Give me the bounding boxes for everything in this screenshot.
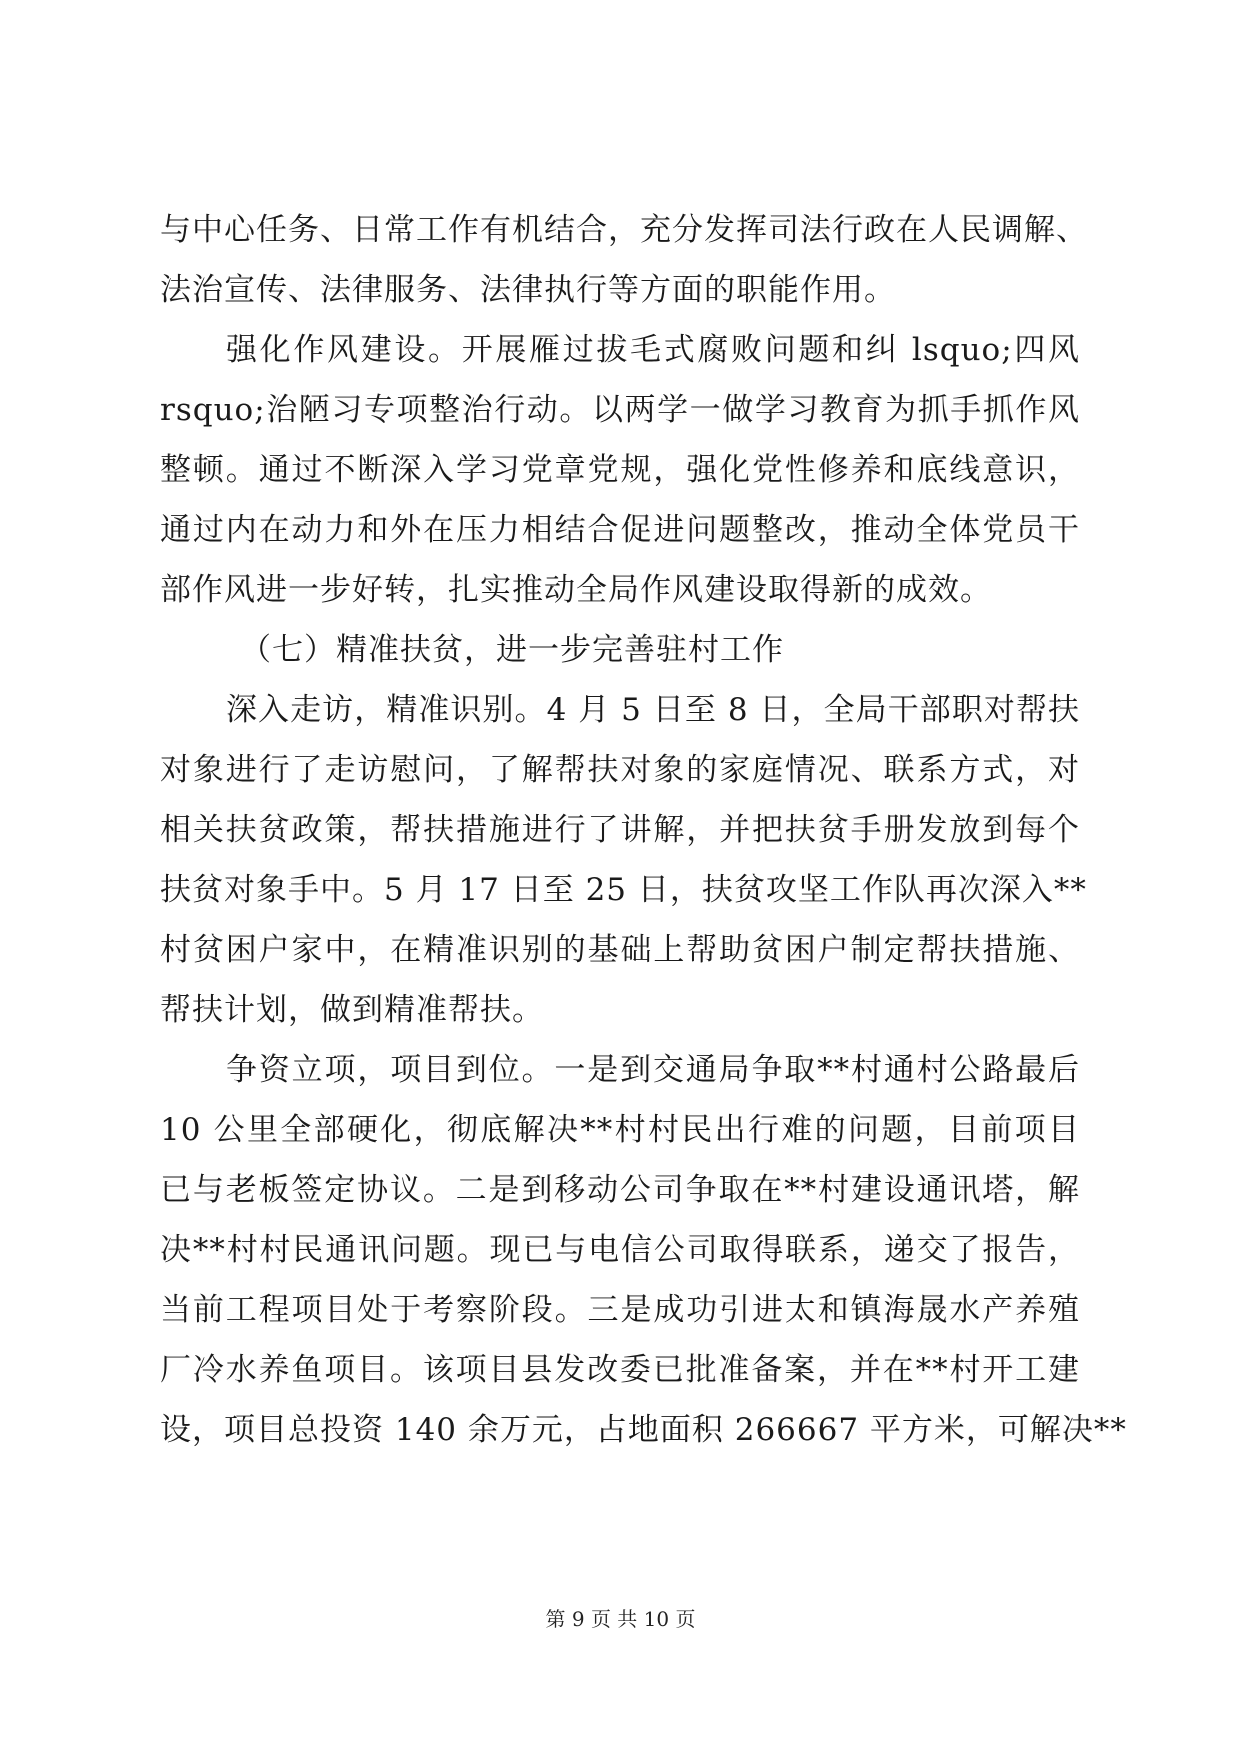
paragraph-first-line: 争资立项，项目到位。一是到交通局争取**村通村公路最后 (226, 1052, 1080, 1088)
text-line: 厂冷水养鱼项目。该项目县发改委已批准备案，并在**村开工建 (160, 1352, 1080, 1388)
text-line: 与中心任务、日常工作有机结合，充分发挥司法行政在人民调解、 (160, 212, 1088, 248)
text-line: 通过内在动力和外在压力相结合促进问题整改，推动全体党员干 (160, 512, 1080, 548)
document-body (160, 200, 1127, 1460)
text-line: 法治宣传、法律服务、法律执行等方面的职能作用。 (160, 272, 896, 308)
text-line: 村贫困户家中，在精准识别的基础上帮助贫困户制定帮扶措施、 (160, 932, 1080, 968)
text-line: 相关扶贫政策，帮扶措施进行了讲解，并把扶贫手册发放到每个 (160, 812, 1080, 848)
text-line: 对象进行了走访慰问，了解帮扶对象的家庭情况、联系方式，对 (160, 752, 1080, 788)
paragraph-first-line: 强化作风建设。开展雁过拔毛式腐败问题和纠 lsquo;四风 (226, 332, 1080, 368)
text-line: 决**村村民通讯问题。现已与电信公司取得联系，递交了报告， (160, 1232, 1080, 1268)
text-line: 10 公里全部硬化，彻底解决**村村民出行难的问题，目前项目 (160, 1112, 1080, 1148)
text-line: 已与老板签定协议。二是到移动公司争取在**村建设通讯塔，解 (160, 1172, 1080, 1208)
text-line: 整顿。通过不断深入学习党章党规，强化党性修养和底线意识， (160, 452, 1080, 488)
text-line: 当前工程项目处于考察阶段。三是成功引进太和镇海晟水产养殖 (160, 1292, 1080, 1328)
page-number-footer: 第 9 页 共 10 页 (545, 1607, 696, 1631)
text-line: rsquo;治陋习专项整治行动。以两学一做学习教育为抓手抓作风 (160, 392, 1080, 428)
text-line: 帮扶计划，做到精准帮扶。 (160, 992, 544, 1028)
text-line: 部作风进一步好转，扎实推动全局作风建设取得新的成效。 (160, 572, 992, 608)
text-line: 扶贫对象手中。5 月 17 日至 25 日，扶贫攻坚工作队再次深入** (160, 872, 1087, 908)
text-line: 设，项目总投资 140 余万元，占地面积 266667 平方米，可解决** (160, 1412, 1127, 1448)
paragraph-first-line: 深入走访，精准识别。4 月 5 日至 8 日，全局干部职对帮扶 (226, 692, 1080, 728)
section-heading: （七）精准扶贫，进一步完善驻村工作 (240, 632, 784, 668)
